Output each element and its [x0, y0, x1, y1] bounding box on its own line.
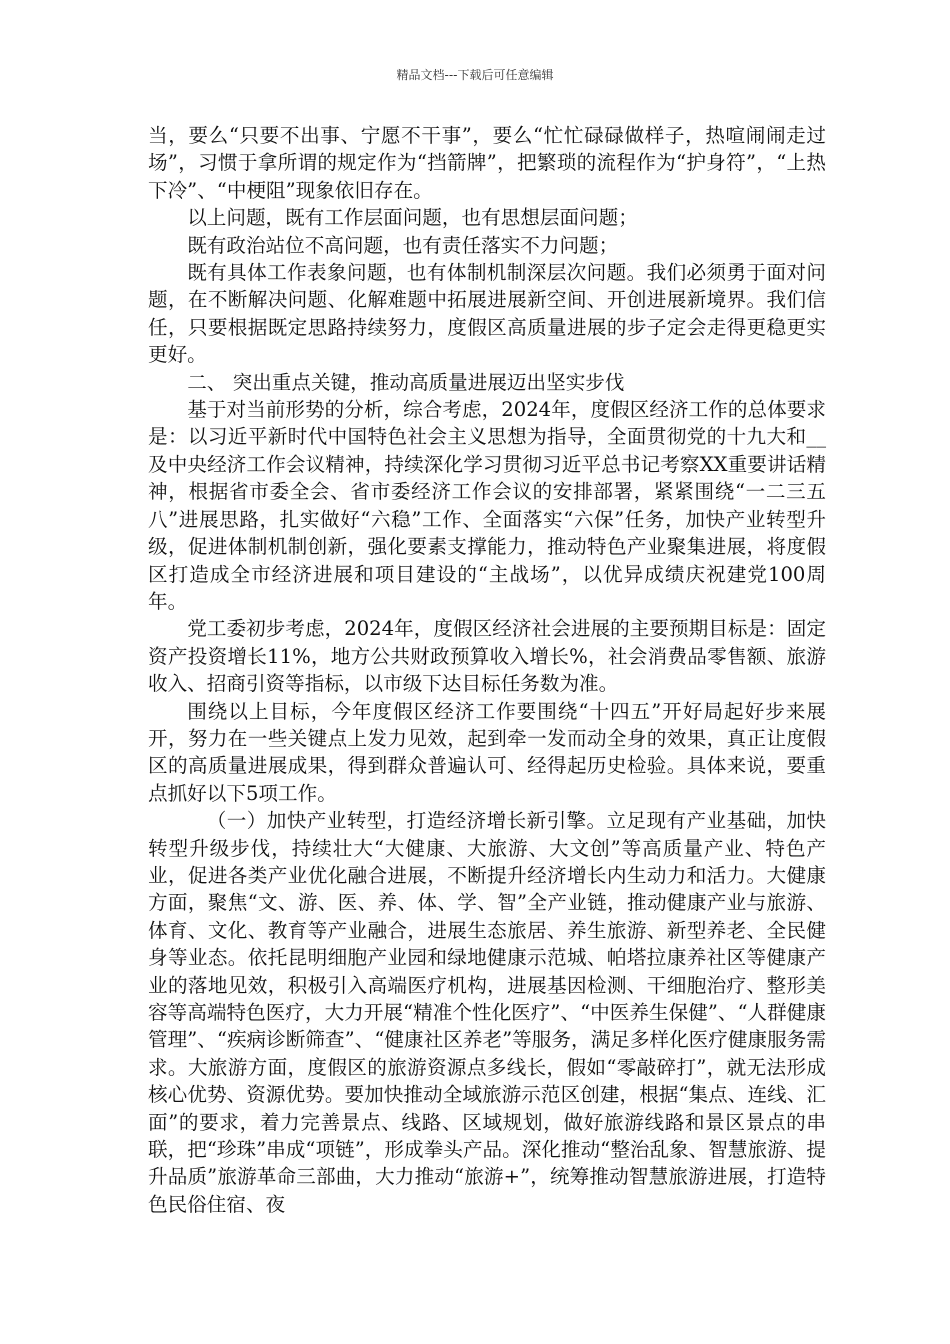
- paragraph-overall-requirements: 基于对当前形势的分析，综合考虑，2024年，度假区经济工作的总体要求是：以习近平新时代中国特色社会主义思想为指导，全面贯彻党的十九大和__及中央经济工作会议精神，持续深化学习贯彻习近平总书记考察XX重要讲话精神，根据省市委全会、省市委经济工作会议的安排部署，紧紧围绕“一二三五八”进展思路，扎实做好“六稳”工作、全面落实“六保”任务，加快产业转型升级，促进体制机制创新，强化要素支撑能力，推动特色产业聚集进展，将度假区打造成全市经济进展和项目建设的“主战场”，以优异成绩庆祝建党100周年。: [148, 398, 826, 613]
- paragraph-problems-summary-2: 既有政治站位不高问题，也有责任落实不力问题；: [187, 233, 619, 257]
- paragraph-problems-summary-1: 以上问题，既有工作层面问题，也有思想层面问题；: [187, 206, 638, 230]
- paragraph-problems-summary-3: 既有具体工作表象问题，也有体制机制深层次问题。我们必须勇于面对问题，在不断解决问题、化解难题中拓展进展新空间、开创进展新境界。我们信任，只要根据既定思路持续努力，度假区高质量进展的步子定会走得更稳更实更好。: [148, 261, 826, 367]
- page-header: 精品文档---下载后可任意编辑: [396, 68, 554, 82]
- paragraph-industry-transformation: （一）加快产业转型，打造经济增长新引擎。立足现有产业基础，加快转型升级步伐，持续壮大“大健康、大旅游、大文创”等高质量产业、特色产业，促进各类产业优化融合进展，不断提升经济增长内生动力和活力。大健康方面，聚焦“文、游、医、养、体、学、智”全产业链，推动健康产业与旅游、体育、文化、教育等产业融合，进展生态旅居、养生旅游、新型养老、全民健身等业态。依托昆明细胞产业园和绿地健康示范城、帕塔拉康养社区等健康产业的落地见效，积极引入高端医疗机构，进展基因检测、干细胞治疗、整形美容等高端特色医疗，大力开展“精准个性化医疗”、“中医养生保健”、“人群健康管理”、“疾病诊断筛查”、“健康社区养老”等服务，满足多样化医疗健康服务需求。大旅游方面，度假区的旅游资源点多线长，假如“零敲碎打”，就无法形成核心优势、资源优势。要加快推动全域旅游示范区创建，根据“集点、连线、汇面”的要求，着力完善景点、线路、区域规划，做好旅游线路和景区景点的串联，把“珍珠”串成“项链”，形成拳头产品。深化推动“整治乱象、智慧旅游、提升品质”旅游革命三部曲，大力推动“旅游+”，统筹推动智慧旅游进展，打造特色民俗住宿、夜: [148, 809, 826, 1216]
- paragraph-key-work: 围绕以上目标，今年度假区经济工作要围绕“十四五”开好局起好步来展开，努力在一些关键点上发力见效，起到牵一发而动全身的效果，真正让度假区的高质量进展成果，得到群众普遍认可、经得起历史检验。具体来说，要重点抓好以下5项工作。: [148, 699, 826, 805]
- section-heading-two: 二、 突出重点关键，推动高质量进展迈出坚实步伐: [187, 370, 625, 394]
- paragraph-expected-targets: 党工委初步考虑，2024年，度假区经济社会进展的主要预期目标是：固定资产投资增长11%，地方公共财政预算收入增长%，社会消费品零售额、旅游收入、招商引资等指标，以市级下达目标任务数为准。: [148, 617, 826, 696]
- paragraph-continuation: 当，要么“只要不出事、宁愿不干事”，要么“忙忙碌碌做样子，热喧闹闹走过场”，习惯于拿所谓的规定作为“挡箭牌”，把繁琐的流程作为“护身符”，“上热下冷”、“中梗阻”现象依旧存在。: [148, 124, 826, 202]
- document-body: [148, 122, 826, 1218]
